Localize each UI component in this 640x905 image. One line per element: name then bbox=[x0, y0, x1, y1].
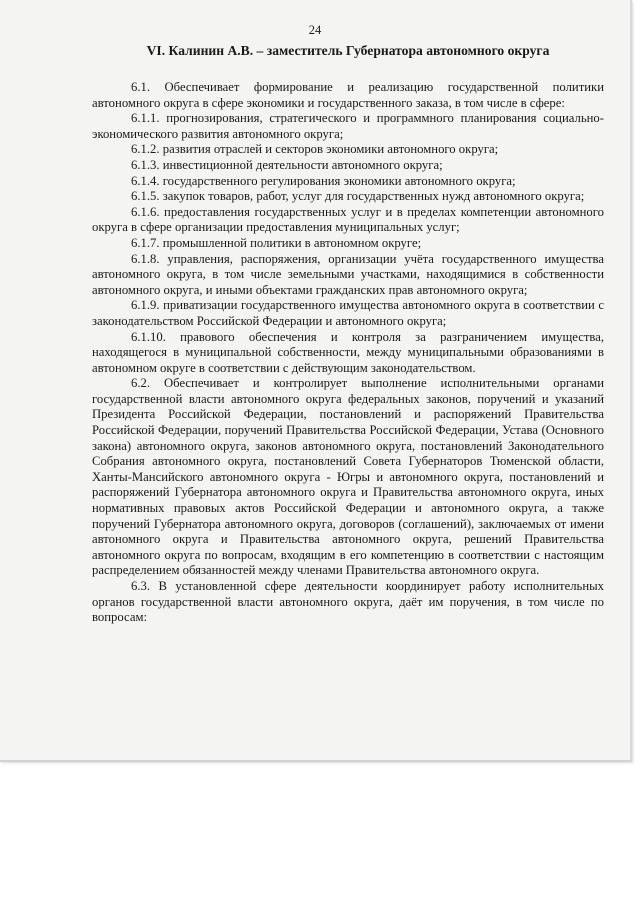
section-heading: VI. Калинин А.В. – заместитель Губернатора автономного округа bbox=[146, 43, 550, 58]
page-number: 24 bbox=[308, 23, 322, 37]
paragraph-6-1: 6.1. Обеспечивает формирование и реализацию государственной политики автономного округа в сфере экономики и государственного заказа, в том числе в сфере: bbox=[92, 80, 604, 110]
paragraph-6-1-6: 6.1.6. предоставления государственных услуг и в пределах компетенции автономного округа в сфере организации предоставления муниципальных услуг; bbox=[92, 204, 604, 235]
paragraph-6-1-2: 6.1.2. развития отраслей и секторов экономики автономного округа; bbox=[131, 142, 499, 157]
paragraph-6-1-7: 6.1.7. промышленной политики в автономном округе; bbox=[131, 235, 422, 250]
paragraph-6-1-10: 6.1.10. правового обеспечения и контроля за разграничением имущества, находящегося в муниципальной собственности, между муниципальными образованиями в автономном округе в соответствии с действующим законодательством. bbox=[92, 329, 604, 375]
paragraph-6-2: 6.2. Обеспечивает и контролирует выполнение исполнительными органами государственной власти автономного округа федеральных законов, поручений и указаний Президента Российской Федерации, постановлений и распоряжений Правительства Российской Федерации, поручений Правительства Российской Федерации, Устава (Основного закона) автономного округа, законов автономного округа, постановлений Законодательного Собрания автономного округа, постановлений Совета Губернаторов Тюменской области, Ханты-Мансийского автономного округа - Югры и автономного округа, постановлений и распоряжений Губернатора автономного округа и Правительства автономного округа, иных нормативных правовых актов Российской Федерации и автономного округа, а также поручений Губернатора автономного округа, договоров (соглашений), заключаемых от имени автономного округа и Правительства автономного округа, решений Правительства автономного округа по вопросам, входящим в его компетенцию в соответствии с настоящим распределением обязанностей между членами Правительства автономного округа. bbox=[92, 376, 604, 578]
paragraph-6-1-4: 6.1.4. государственного регулирования экономики автономного округа; bbox=[131, 173, 516, 188]
paragraph-6-1-9: 6.1.9. приватизации государственного имущества автономного округа в соответствии с законодательством Российской Федерации и автономного округа; bbox=[92, 298, 604, 328]
paragraph-6-1-5: 6.1.5. закупок товаров, работ, услуг для государственных нужд автономного округа; bbox=[131, 189, 585, 204]
paragraph-6-1-3: 6.1.3. инвестиционной деятельности автономного округа; bbox=[131, 157, 443, 172]
paragraph-6-1-8: 6.1.8. управления, распоряжения, организации учёта государственного имущества автономного округа, в том числе земельными участками, находящимися в собственности автономного округа, и иными объектами гражданских прав автономного округа; bbox=[92, 251, 604, 297]
document-body bbox=[92, 80, 604, 626]
paragraph-6-3: 6.3. В установленной сфере деятельности координирует работу исполнительных органов государственной власти автономного округа, даёт им поручения, в том числе по вопросам: bbox=[92, 579, 604, 625]
paragraph-6-1-1: 6.1.1. прогнозирования, стратегического и программного планирования социально-экономического развития автономного округа; bbox=[92, 111, 604, 141]
